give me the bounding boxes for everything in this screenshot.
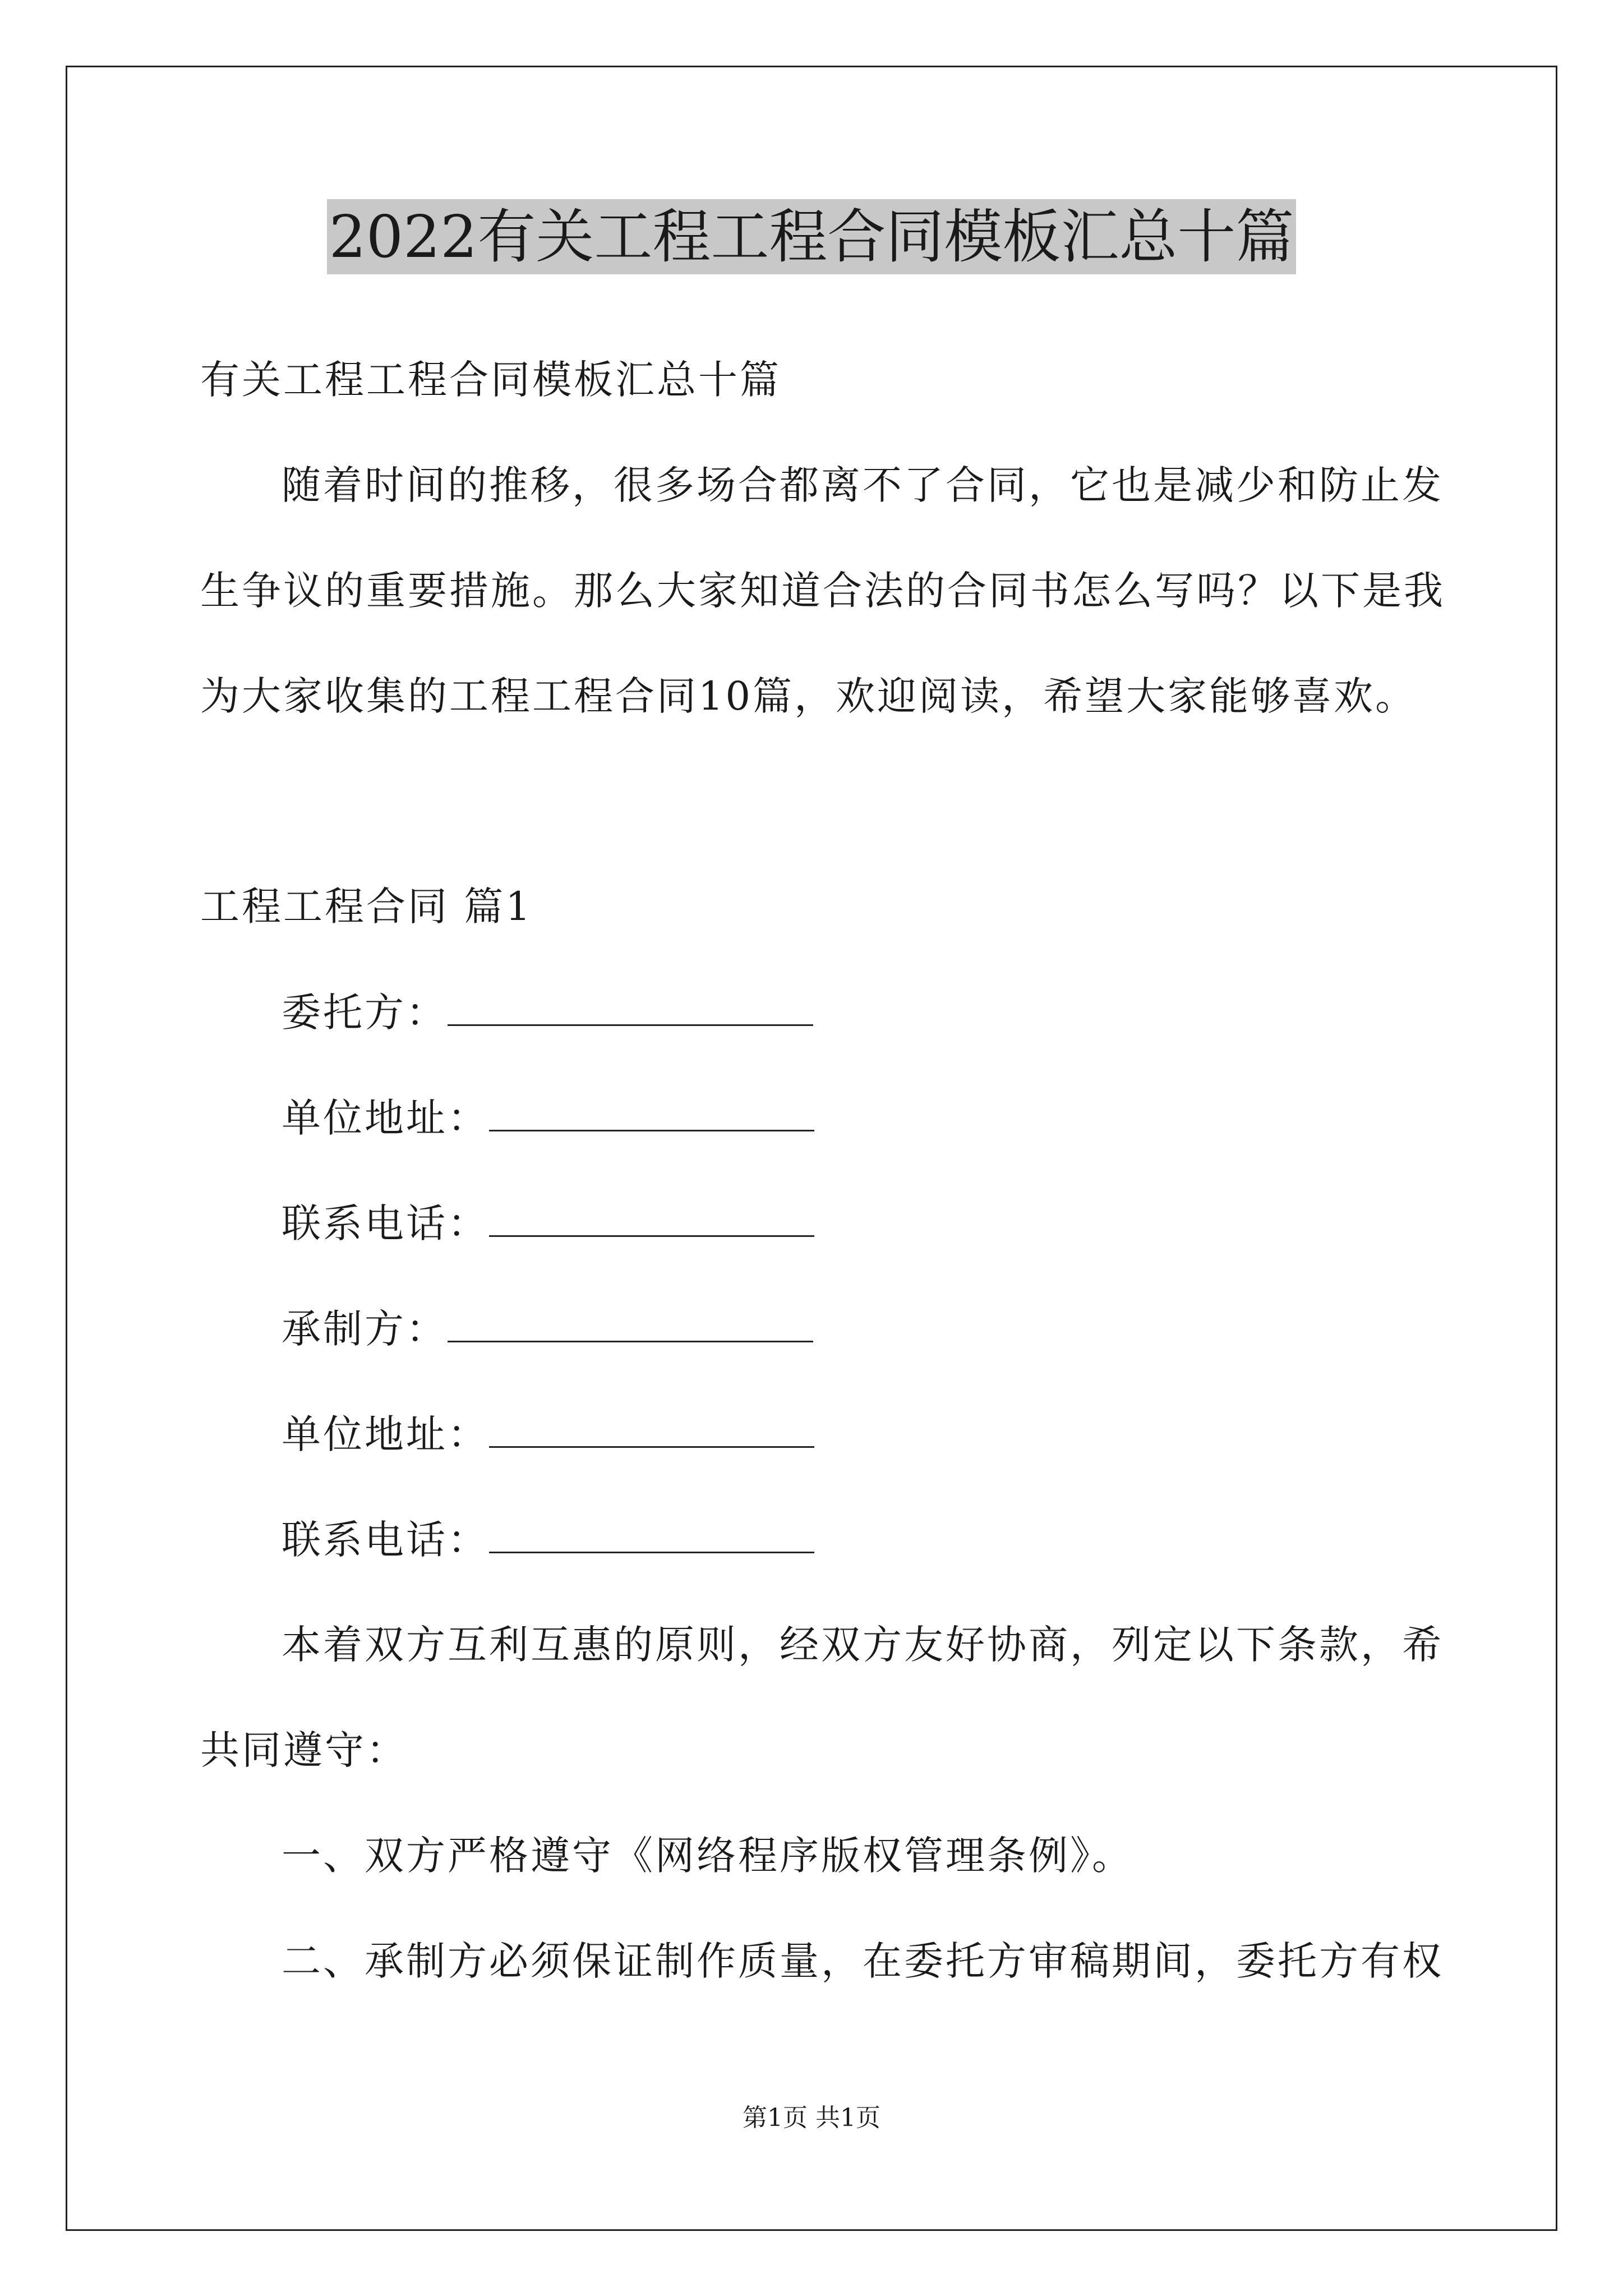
intro-line-1: 随着时间的推移，很多场合都离不了合同，它也是减少和防止发 [282,462,1444,508]
document-title: 2022有关工程工程合同模板汇总十篇 [327,199,1297,274]
body-line-2: 共同遵守： [200,1727,408,1773]
field-label: 联系电话： [282,1200,489,1246]
document-subtitle: 有关工程工程合同模板汇总十篇 [200,357,781,403]
clause-1: 一、双方严格遵守《网络程序版权管理条例》。 [282,1833,1133,1879]
section-heading: 工程工程合同 篇1 [200,884,533,930]
field-contractor-address [282,1411,814,1457]
page-footer: 第1页 共1页 [743,2104,880,2132]
field-client-phone [282,1200,814,1246]
field-label: 联系电话： [282,1517,489,1563]
field-contractor-phone [282,1517,814,1562]
field-client [282,990,813,1035]
client-blank-field[interactable] [448,990,813,1026]
field-contractor [282,1306,813,1351]
field-label: 单位地址： [282,1095,489,1141]
client-address-blank-field[interactable] [489,1095,814,1131]
contractor-phone-blank-field[interactable] [489,1517,814,1553]
contractor-blank-field[interactable] [448,1306,813,1342]
intro-line-2: 生争议的重要措施。那么大家知道合法的合同书怎么写吗？以下是我 [200,568,1445,614]
field-label: 委托方： [282,990,448,1036]
intro-line-3: 为大家收集的工程工程合同10篇，欢迎阅读，希望大家能够喜欢。 [200,673,1417,719]
title-container [0,199,1623,274]
field-label: 承制方： [282,1306,448,1352]
clause-2: 二、承制方必须保证制作质量，在委托方审稿期间，委托方有权 [282,1938,1444,1984]
field-client-address [282,1095,814,1140]
contractor-address-blank-field[interactable] [489,1411,814,1448]
client-phone-blank-field[interactable] [489,1200,814,1237]
field-label: 单位地址： [282,1411,489,1457]
body-line-1: 本着双方互利互惠的原则，经双方友好协商，列定以下条款，希 [282,1622,1444,1668]
